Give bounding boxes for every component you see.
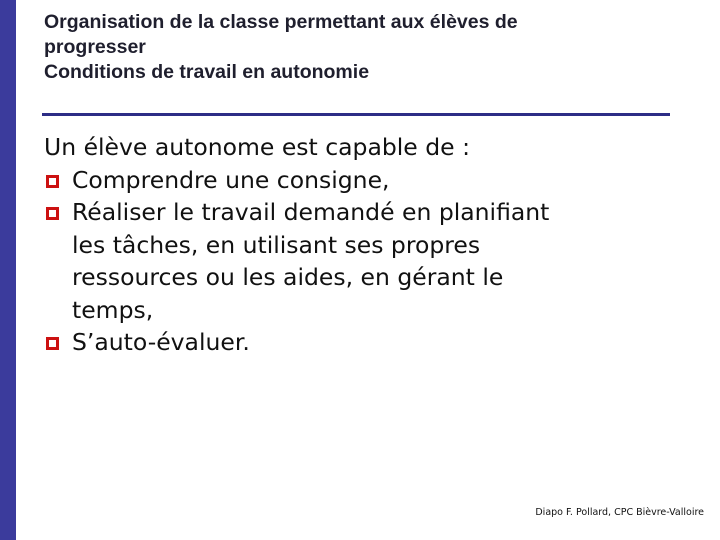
bullet-item: [44, 326, 664, 359]
slide-title: [44, 10, 684, 85]
bullet-line: S’auto-évaluer.: [72, 328, 250, 356]
hollow-square-bullet-icon: [46, 207, 59, 220]
title-divider: [42, 113, 670, 116]
title-line: Organisation de la classe permettant aux élèves de: [44, 11, 518, 33]
bullet-item: [44, 196, 664, 326]
bullet-line: Comprendre une consigne,: [72, 165, 390, 194]
intro-text: Un élève autonome est capable de :: [44, 133, 470, 161]
footer-credit: Diapo F. Pollard, CPC Bièvre-Valloire: [535, 507, 704, 518]
left-accent-bar: [0, 0, 16, 540]
title-line: Conditions de travail en autonomie: [44, 61, 370, 83]
bullet-item: [44, 164, 664, 197]
bullet-line: temps,: [72, 295, 154, 324]
hollow-square-bullet-icon: [46, 337, 59, 350]
hollow-square-bullet-icon: [46, 175, 59, 188]
bullet-line: Réaliser le travail demandé en planifiant: [72, 198, 550, 226]
title-line: progresser: [44, 36, 146, 58]
bullet-line: ressources ou les aides, en gérant le: [72, 263, 504, 291]
bullet-line: les tâches, en utilisant ses propres: [72, 230, 481, 259]
slide-body: [44, 131, 664, 359]
